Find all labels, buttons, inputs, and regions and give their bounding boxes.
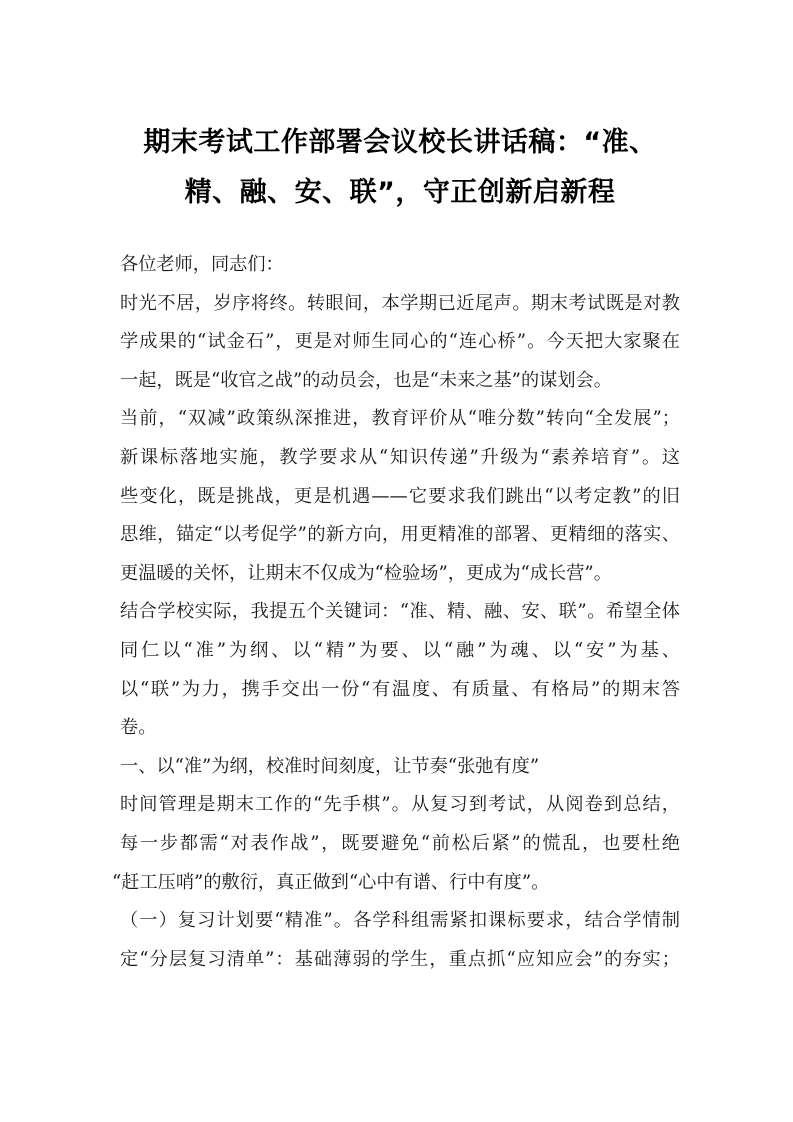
body-line: 一起，既是“收官之战”的动员会，也是“未来之基”的谋划会。 xyxy=(120,369,612,391)
body-line: 以“联”为力，携手交出一份“有温度、有质量、有格局”的期末答 xyxy=(120,678,680,700)
body-line: 当前，“双减”政策纵深推进，教育评价从“唯分数”转向“全发展”； xyxy=(120,408,680,430)
body-line: 各位老师，同志们： xyxy=(120,254,284,275)
body-line: 思维，锚定“以考促学”的新方向，用更精准的部署、更精细的落实、 xyxy=(120,524,680,546)
document-title xyxy=(100,118,700,218)
body-line: 新课标落地实施，教学要求从“知识传递”升级为“素养培育”。这 xyxy=(120,446,680,468)
body-line: 时光不居，岁序将终。转眼间，本学期已近尾声。期末考试既是对教 xyxy=(120,292,680,314)
body-line: 卷。 xyxy=(120,717,157,739)
document-body xyxy=(112,246,680,979)
body-line: （一）复习计划要“精准”。各学科组需紧扣课标要求，结合学情制 xyxy=(120,910,680,932)
body-line: 每一步都需“对表作战”，既要避免“前松后紧”的慌乱，也要杜绝 xyxy=(120,832,680,854)
body-line: 同仁以“准”为纲、以“精”为要、以“融”为魂、以“安”为基、 xyxy=(120,639,680,661)
body-line: 更温暖的关怀，让期末不仅成为“检验场”，更成为“成长营”。 xyxy=(120,562,612,584)
title-line-1: 期末考试工作部署会议校长讲话稿：“准、 xyxy=(143,127,657,158)
body-line: 些变化，既是挑战，更是机遇——它要求我们跳出“以考定教”的旧 xyxy=(120,485,680,507)
body-line: 定“分层复习清单”：基础薄弱的学生，重点抓“应知应会”的夯实； xyxy=(120,948,680,970)
title-line-2: 精、融、安、联”，守正创新启新程 xyxy=(184,177,616,208)
body-line: 结合学校实际，我提五个关键词：“准、精、融、安、联”。希望全体 xyxy=(120,601,680,623)
body-line: “赶工压哨”的敷衍，真正做到“心中有谱、行中有度”。 xyxy=(112,871,550,893)
body-line: 一、以“准”为纲，校准时间刻度，让节奏“张弛有度” xyxy=(120,755,540,777)
body-line: 时间管理是期末工作的“先手棋”。从复习到考试，从阅卷到总结， xyxy=(120,794,680,816)
body-line: 学成果的“试金石”，更是对师生同心的“连心桥”。今天把大家聚在 xyxy=(120,331,680,353)
